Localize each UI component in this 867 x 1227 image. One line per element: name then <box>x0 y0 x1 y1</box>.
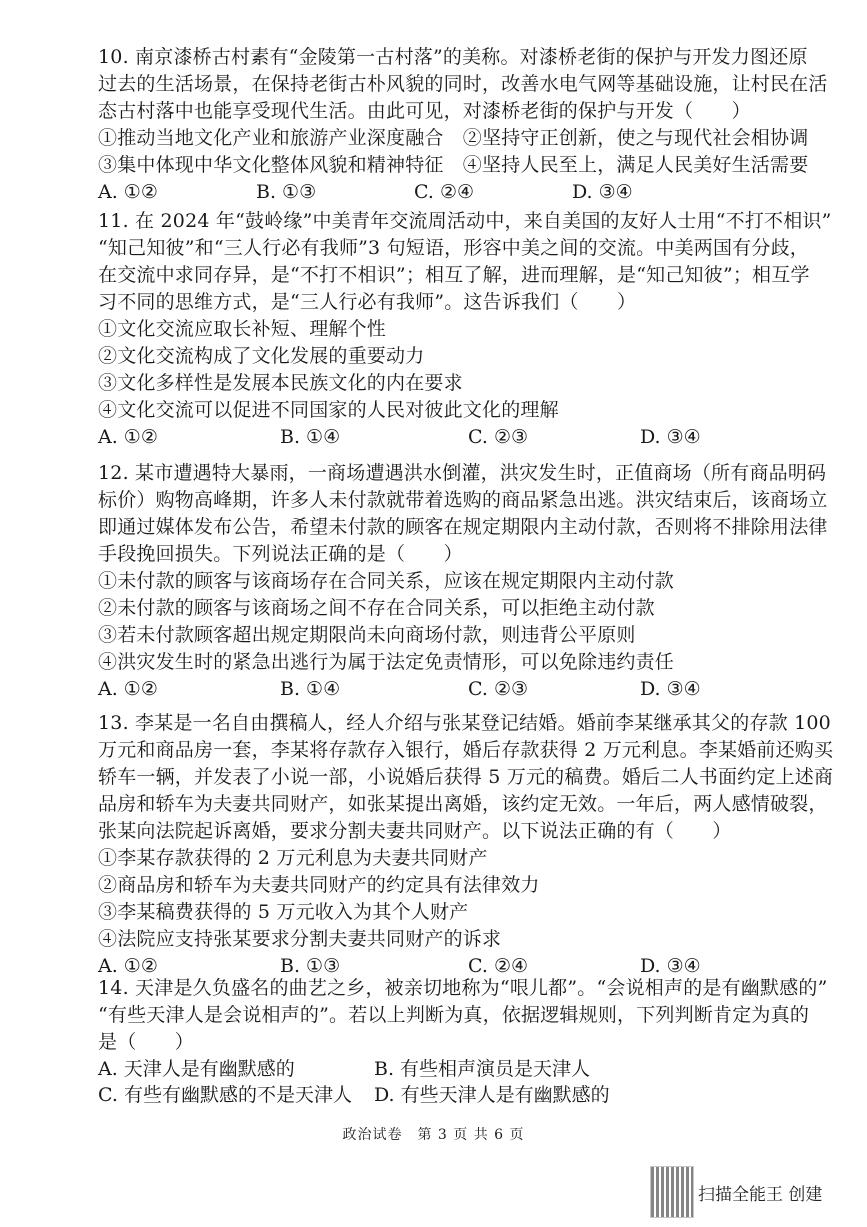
option-d: D. ③④ <box>640 955 701 977</box>
question-12-line: 即通过媒体发布公告，希望未付款的顾客在规定期限内主动付款，否则将不排除用法律 <box>98 516 828 538</box>
question-11-statement: ③文化多样性是发展本民族文化的内在要求 <box>98 372 463 394</box>
question-11-line: 习不同的思维方式，是“三人行必有我师”。这告诉我们（ ） <box>98 291 637 313</box>
question-14-line: “有些天津人是会说相声的”。若以上判断为真，依据逻辑规则，下列判断肯定为真的 <box>98 1004 810 1026</box>
option-c: C. 有些有幽默感的不是天津人 <box>98 1084 352 1106</box>
question-12-statement: ①未付款的顾客与该商场存在合同关系，应该在规定期限内主动付款 <box>98 570 675 592</box>
question-12-statement: ④洪灾发生时的紧急出逃行为属于法定免责情形，可以免除违约责任 <box>98 651 675 673</box>
option-a: A. ①② <box>98 678 158 700</box>
question-14-line: 14. 天津是久负盛名的曲艺之乡，被亲切地称为“哏儿都”。“会说相声的是有幽默感的” <box>98 977 828 999</box>
question-12-line: 标价）购物高峰期，许多人未付款就带着选购的商品紧急出逃。洪灾结束后，该商场立 <box>98 489 828 511</box>
question-11-options <box>98 424 778 450</box>
option-c: C. ②③ <box>468 678 529 700</box>
question-14-options-row <box>98 1082 778 1108</box>
question-10-options <box>98 179 778 205</box>
option-a: A. ①② <box>98 181 158 203</box>
option-d: D. ③④ <box>572 181 633 203</box>
option-d: D. ③④ <box>640 678 701 700</box>
question-12-line: 手段挽回损失。下列说法正确的是（ ） <box>98 543 463 565</box>
question-11-line: “知己知彼”和“三人行必有我师”3 句短语，形容中美之间的交流。中美两国有分歧， <box>98 237 809 259</box>
watermark-text: 扫描全能王 创建 <box>698 1185 823 1205</box>
question-11-statement: ④文化交流可以促进不同国家的人民对彼此文化的理解 <box>98 399 559 421</box>
question-14 <box>98 975 828 1108</box>
qr-code-icon <box>650 1166 694 1218</box>
question-11-statement: ①文化交流应取长补短、理解个性 <box>98 318 387 340</box>
option-a: A. ①② <box>98 426 158 448</box>
option-d: D. ③④ <box>640 426 701 448</box>
question-10-line: 过去的生活场景，在保持老街古朴风貌的同时，改善水电气网等基础设施，让村民在活 <box>98 73 828 95</box>
question-11 <box>98 208 832 450</box>
question-12-statement: ③若未付款顾客超出规定期限尚未向商场付款，则违背公平原则 <box>98 624 636 646</box>
question-14-line: 是（ ） <box>98 1031 195 1053</box>
option-a: A. 天津人是有幽默感的 <box>98 1058 295 1080</box>
question-13-line: 张某向法院起诉离婚，要求分割夫妻共同财产。以下说法正确的有（ ） <box>98 820 732 842</box>
question-10-line: 态古村落中也能享受现代生活。由此可见，对漆桥老街的保护与开发（ ） <box>98 100 751 122</box>
question-13-statement: ③李某稿费获得的 5 万元收入为其个人财产 <box>98 901 469 923</box>
question-13-statement: ④法院应支持张某要求分割夫妻共同财产的诉求 <box>98 928 502 950</box>
question-14-options-row <box>98 1056 778 1082</box>
question-11-statement: ②文化交流构成了文化发展的重要动力 <box>98 345 425 367</box>
question-12 <box>98 460 828 702</box>
option-b: B. ①④ <box>280 678 341 700</box>
question-10-line: 10. 南京漆桥古村素有“金陵第一古村落”的美称。对漆桥老街的保护与开发力图还原 <box>98 46 808 68</box>
option-b: B. ①③ <box>280 955 341 977</box>
question-13-line: 品房和轿车为夫妻共同财产，如张某提出离婚，该约定无效。一年后，两人感情破裂， <box>98 793 828 815</box>
option-c: C. ②③ <box>468 426 529 448</box>
page-footer: 政治试卷 第 3 页 共 6 页 <box>342 1127 525 1143</box>
question-11-line: 在交流中求同存异，是“不打不相识”；相互了解，进而理解，是“知己知彼”；相互学 <box>98 264 810 286</box>
option-b: B. 有些相声演员是天津人 <box>374 1058 591 1080</box>
option-a: A. ①② <box>98 955 158 977</box>
option-d: D. 有些天津人是有幽默感的 <box>374 1084 610 1106</box>
question-13 <box>98 710 834 979</box>
question-12-line: 12. 某市遭遇特大暴雨，一商场遭遇洪水倒灌，洪灾发生时，正值商场（所有商品明码 <box>98 462 827 484</box>
option-c: C. ②④ <box>414 181 475 203</box>
option-b: B. ①③ <box>256 181 317 203</box>
question-13-line: 13. 李某是一名自由撰稿人，经人介绍与张某登记结婚。婚前李某继承其父的存款 100 <box>98 712 831 734</box>
question-13-line: 轿车一辆，并发表了小说一部，小说婚后获得 5 万元的稿费。婚后二人书面约定上述商 <box>98 766 834 788</box>
question-10-statement: ③集中体现中华文化整体风貌和精神特征 ④坚持人民至上，满足人民美好生活需要 <box>98 154 809 176</box>
question-12-statement: ②未付款的顾客与该商场之间不存在合同关系，可以拒绝主动付款 <box>98 597 655 619</box>
question-13-line: 万元和商品房一套，李某将存款存入银行，婚后存款获得 2 万元利息。李某婚前还购买 <box>98 739 834 761</box>
question-10 <box>98 44 828 205</box>
question-13-statement: ②商品房和轿车为夫妻共同财产的约定具有法律效力 <box>98 874 540 896</box>
question-12-options <box>98 676 778 702</box>
option-c: C. ②④ <box>468 955 529 977</box>
scanner-watermark <box>650 1166 860 1220</box>
question-11-line: 11. 在 2024 年“鼓岭缘”中美青年交流周活动中，来自美国的友好人士用“不打不相识” <box>98 210 832 232</box>
option-b: B. ①④ <box>280 426 341 448</box>
question-10-statement: ①推动当地文化产业和旅游产业深度融合 ②坚持守正创新，使之与现代社会相协调 <box>98 127 809 149</box>
question-13-statement: ①李某存款获得的 2 万元利息为夫妻共同财产 <box>98 847 488 869</box>
